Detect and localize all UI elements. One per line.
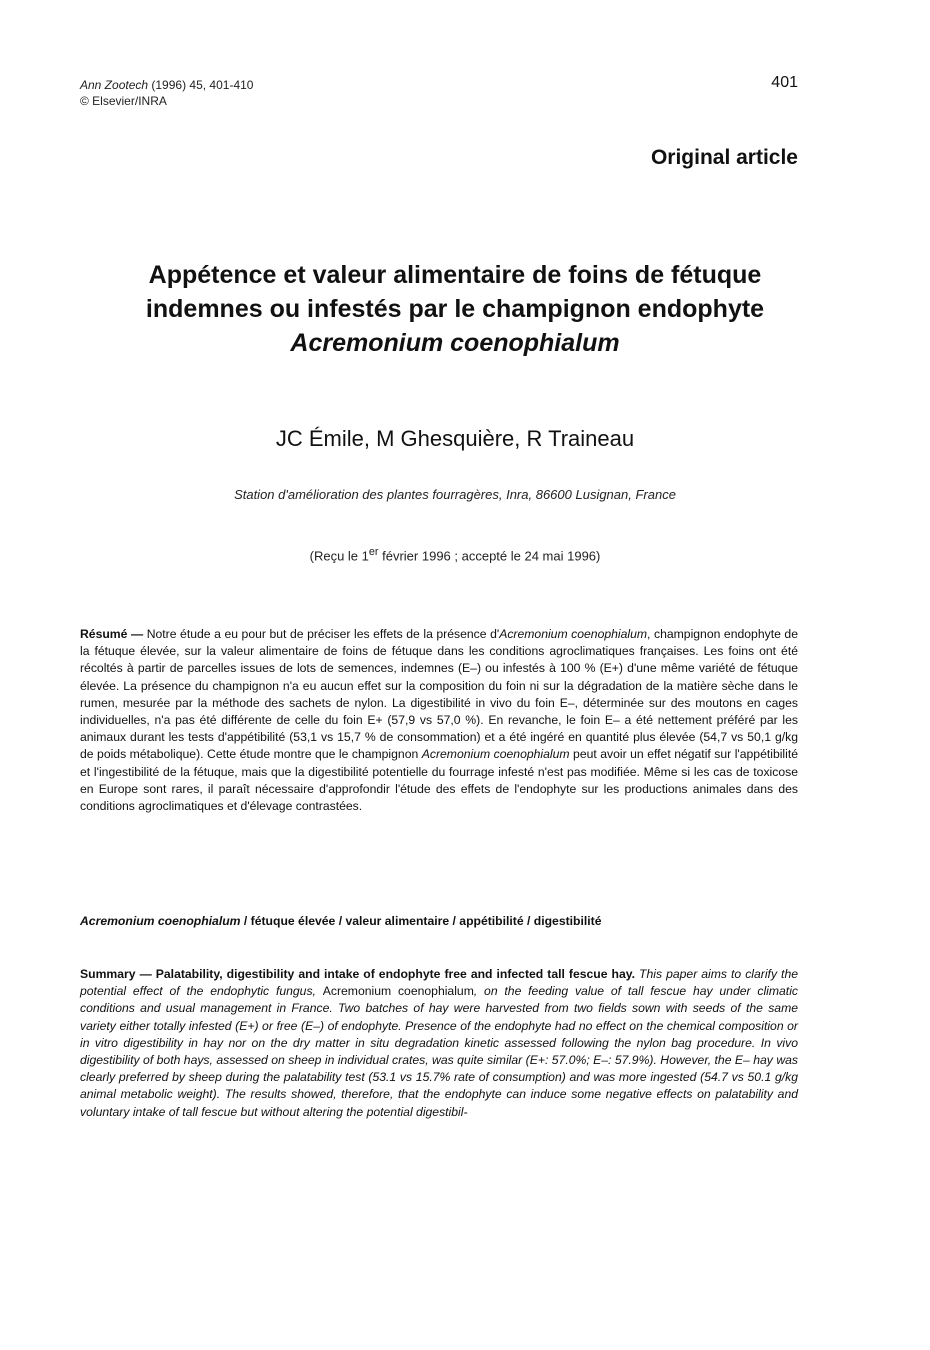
resume-abstract	[80, 626, 798, 815]
authors: JC Émile, M Ghesquière, R Traineau	[275, 426, 635, 451]
keyword-species: Acremonium coenophialum	[80, 914, 241, 928]
resume-text-2: , champignon endophyte de la fétuque élevée, sur la valeur alimentaire de foins de fétuque dans les conditions agroclimatiques françaises. Les foins ont été récoltés à partir de parcelles issues de lots de semences, indemnes (E–) ou infestés à 100 % (E+) d'une même variété de fétuque élevée. La présence du champignon n'a eu aucun effet sur la composition du foin ni sur la dégradation de la matière sèche dans le rumen, mesurée par la méthode des sachets de nylon. La digestibilité in vivo du foin E–, déterminée sur des moutons en cages individuelles, n'a pas été différente de celle du foin E+ (57,9 vs 57,0 %). En revanche, le foin E– a été nettement préféré par les animaux durant les tests d'appétibilité (53,1 vs 15,7 % de consommation) et a été ingéré en quantité plus élevée (54,7 vs 50,1 g/kg de poids métabolique). Cette étude montre que le champignon	[80, 627, 798, 762]
summary-label: Summary — Palatability, digestibility and intake of endophyte free and infected tall fescue hay.	[80, 967, 636, 981]
title-line-1: Appétence et valeur alimentaire de foins de fétuque	[148, 261, 762, 289]
summary-text-2: , on the feeding value of tall fescue hay under climatic conditions and usual management in France. Two batches of hay were harvested from two fields sown with seeds of the same variety either totally infested (E+) or free (E–) of endophyte. Presence of the endophyte had no effect on the chemical composition or in vitro digestibility in hay nor on the dry matter in situ degradation kinetic assessed following the nylon bag procedure. In vivo digestibility of both hays, assessed on sheep in individual crates, was quite similar (E+: 57.0%; E–: 57.9%). However, the E– hay was clearly preferred by sheep during the palatability test (53.1 vs 15.7% rate of consumption) and was more ingested (54.7 vs 50.1 g/kg animal metabolic weight). The results showed, therefore, that the endophyte can induce some negative effects on palatability and voluntary intake of tall fescue but without altering the potential digestibil-	[80, 984, 798, 1119]
affiliation: Station d'amélioration des plantes fourragères, Inra, 86600 Lusignan, France	[234, 487, 676, 502]
resume-text-1: Notre étude a eu pour but de préciser les effets de la présence d'	[143, 627, 500, 641]
dates-superscript: er	[368, 546, 379, 558]
resume-species-1: Acremonium coenophialum	[499, 627, 648, 641]
summary-species: Acremonium coenophialum	[322, 984, 474, 999]
copyright-line: © Elsevier/INRA	[80, 94, 167, 108]
dates-prefix: (Reçu le 1	[309, 548, 369, 564]
resume-text-3: peut avoir un effet négatif sur l'appétibilité et l'ingestibilité de la fétuque, mais que la digestibilité potentielle du fourrage infesté n'est pas modifiée. Même si les cas de toxicose en Europe sont rares, il paraît nécessaire d'approfondir l'étude des effets de l'endophyte sur les productions animales dans des conditions agroclimatiques et d'élevage contrastées.	[80, 747, 799, 814]
keyword-list: / fétuque élevée / valeur alimentaire / appétibilité / digestibilité	[240, 914, 602, 928]
journal-reference	[80, 77, 253, 109]
received-accepted-dates	[60, 546, 850, 563]
journal-name: Ann Zootech	[80, 78, 149, 92]
article-title	[60, 258, 850, 360]
journal-citation: (1996) 45, 401-410	[151, 78, 254, 92]
title-line-3: Acremonium coenophialum	[290, 329, 620, 357]
resume-species-2: Acremonium coenophialum	[421, 747, 570, 762]
keywords	[80, 914, 798, 928]
title-line-2: indemnes ou infestés par le champignon endophyte	[145, 295, 765, 323]
summary-abstract	[80, 966, 798, 1121]
summary-text-1: This paper aims to clarify the potential effect of the endophytic fungus,	[80, 967, 798, 999]
dates-suffix: février 1996 ; accepté le 24 mai 1996)	[378, 548, 601, 564]
journal-citation-line	[80, 77, 253, 93]
page-number: 401	[771, 74, 798, 91]
article-type: Original article	[650, 146, 798, 169]
resume-label: Résumé —	[80, 627, 144, 641]
